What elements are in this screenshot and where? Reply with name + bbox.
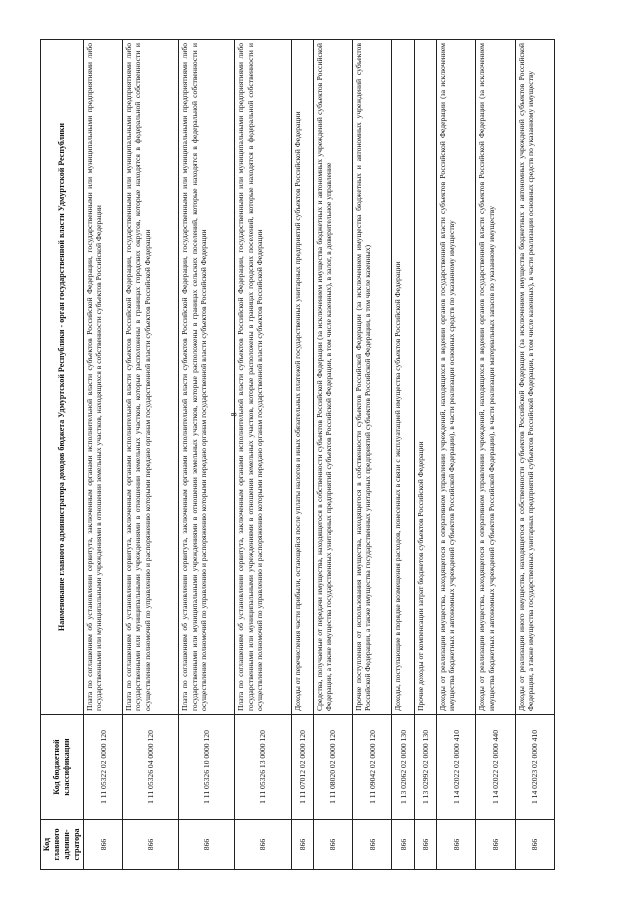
table-row [392, 40, 414, 870]
budget-code-cell: 1 11 08020 02 0000 120 [313, 715, 352, 820]
revenue-administrators-table-rotated [40, 40, 555, 870]
budget-code-cell: 1 14 02022 02 0000 410 [437, 715, 476, 820]
admin-code-cell: 866 [235, 820, 291, 870]
name-cell: Доходы, поступающие в порядке возмещения расходов, понесенных в связи с эксплуатацией имущества субъектов Российской Федерации [392, 40, 414, 715]
table-row [476, 40, 515, 870]
table-row [414, 40, 436, 870]
budget-code-cell: 1 13 02992 02 0000 130 [414, 715, 436, 820]
admin-code-cell: 866 [353, 820, 392, 870]
table-row [515, 40, 554, 870]
name-cell: Плата по соглашениям об установлении сервитута, заключенным органами исполнительной власти субъектов Российской Федерации, государственными или муниципальными предприятиями либо государственными или муниципальными учреждениями в отношении земельных участков, которые расположены в границах городских округов, которые находятся в федеральной собственности и осуществление полномочий по управлению и распоряжению которыми передано органам государственной власти субъектов Российской Федерации [123, 40, 179, 715]
budget-code-cell: 1 13 02062 02 0000 130 [392, 715, 414, 820]
budget-code-cell: 1 11 05322 02 0000 120 [84, 715, 123, 820]
name-cell: Доходы от реализации иного имущества, находящегося в собственности субъектов Российской Федерации (за исключением имущества бюджетных и автономных учреждений субъектов Российской Федерации, а также имущества государственных унитарных предприятий субъектов Российской Федерации, в том числе казенных), в части реализации основных средств по указанному имуществу [515, 40, 554, 715]
name-cell: Плата по соглашениям об установлении сервитута, заключенным органами исполнительной власти субъектов Российской Федерации, государственными или муниципальными предприятиями либо государственными или муниципальными учреждениями в отношении земельных участков, которые расположены в границах сельских поселений, которые находятся в федеральной собственности и осуществление полномочий по управлению и распоряжению которыми передано органам государственной власти субъектов Российской Федерации [179, 40, 235, 715]
admin-code-cell: 866 [179, 820, 235, 870]
name-cell: Доходы от перечисления части прибыли, остающейся после уплаты налогов и иных обязательных платежей государственных унитарных предприятий субъектов Российской Федерации [291, 40, 313, 715]
table-row [123, 40, 179, 870]
name-cell: Плата по соглашениям об установлении сервитута, заключенным органами исполнительной власти субъектов Российской Федерации, государственными или муниципальными предприятиями либо государственными или муниципальными учреждениями в отношении земельных участков, которые расположены в границах городских поселений, которые находятся в федеральной собственности и осуществление полномочий по управлению и распоряжению которыми передано органам государственной власти субъектов Российской Федерации [235, 40, 291, 715]
name-cell: Средства, получаемые от передачи имущества, находящегося в собственности субъектов Российской Федерации (за исключением имущества бюджетных и автономных учреждений субъектов Российской Федерации, а также имущества государственных унитарных предприятий субъектов Российской Федерации, в том числе казенных), в залог, в доверительное управление [313, 40, 352, 715]
admin-code-cell: 866 [437, 820, 476, 870]
page-number: 8 [229, 412, 239, 417]
budget-code-cell: 1 11 05326 13 0000 120 [235, 715, 291, 820]
admin-code-cell: 866 [392, 820, 414, 870]
admin-code-cell: 866 [291, 820, 313, 870]
name-cell: Доходы от реализации имущества, находящегося в оперативном управлении учреждений, находящихся в ведении органов государственной власти субъектов Российской Федерации (за исключением имущества бюджетных и автономных учреждений субъектов Российской Федерации), в части реализации материальных запасов по указанному имуществу [476, 40, 515, 715]
budget-code-cell: 1 11 05326 10 0000 120 [179, 715, 235, 820]
table-row [313, 40, 352, 870]
budget-code-cell: 1 14 02023 02 0000 410 [515, 715, 554, 820]
name-cell: Доходы от реализации имущества, находящегося в оперативном управлении учреждений, находящихся в ведении органов государственной власти субъектов Российской Федерации (за исключением имущества бюджетных и автономных учреждений субъектов Российской Федерации), в части реализации основных средств по указанному имуществу [437, 40, 476, 715]
table-row [353, 40, 392, 870]
revenue-administrators-table [40, 39, 555, 870]
budget-code-cell: 1 11 07012 02 0000 120 [291, 715, 313, 820]
table-row [291, 40, 313, 870]
admin-code-cell: 866 [313, 820, 352, 870]
header-budget-code: Код бюджетной классификации [41, 715, 84, 820]
name-cell: Прочие поступления от использования имущества, находящегося в собственности субъектов Российской Федерации (за исключением имущества бюджетных и автономных учреждений субъектов Российской Федерации, а также имущества государственных унитарных предприятий субъектов Российской Федерации, в том числе казенных) [353, 40, 392, 715]
budget-code-cell: 1 14 02022 02 0000 440 [476, 715, 515, 820]
budget-code-cell: 1 11 05326 04 0000 120 [123, 715, 179, 820]
table-row [84, 40, 123, 870]
admin-code-cell: 866 [123, 820, 179, 870]
table-header-row [41, 40, 84, 870]
budget-code-cell: 1 11 09042 02 0000 120 [353, 715, 392, 820]
header-admin-code: Код главного админи-стратора [41, 820, 84, 870]
admin-code-cell: 866 [515, 820, 554, 870]
name-cell: Плата по соглашениям об установлении сервитута, заключенным органами исполнительной власти субъектов Российской Федерации, государственными или муниципальными предприятиями либо государственными или муниципальными учреждениями в отношении земельных участков, находящихся в собственности субъектов Российской Федерации [84, 40, 123, 715]
admin-code-cell: 866 [476, 820, 515, 870]
admin-code-cell: 866 [414, 820, 436, 870]
header-name: Наименование главного администратора доходов бюджета Удмуртской Республики - орган государственной власти Удмуртской Республики [41, 40, 84, 715]
admin-code-cell: 866 [84, 820, 123, 870]
name-cell: Прочие доходы от компенсации затрат бюджетов субъектов Российской Федерации [414, 40, 436, 715]
table-row [235, 40, 291, 870]
table-row [437, 40, 476, 870]
table-row [179, 40, 235, 870]
